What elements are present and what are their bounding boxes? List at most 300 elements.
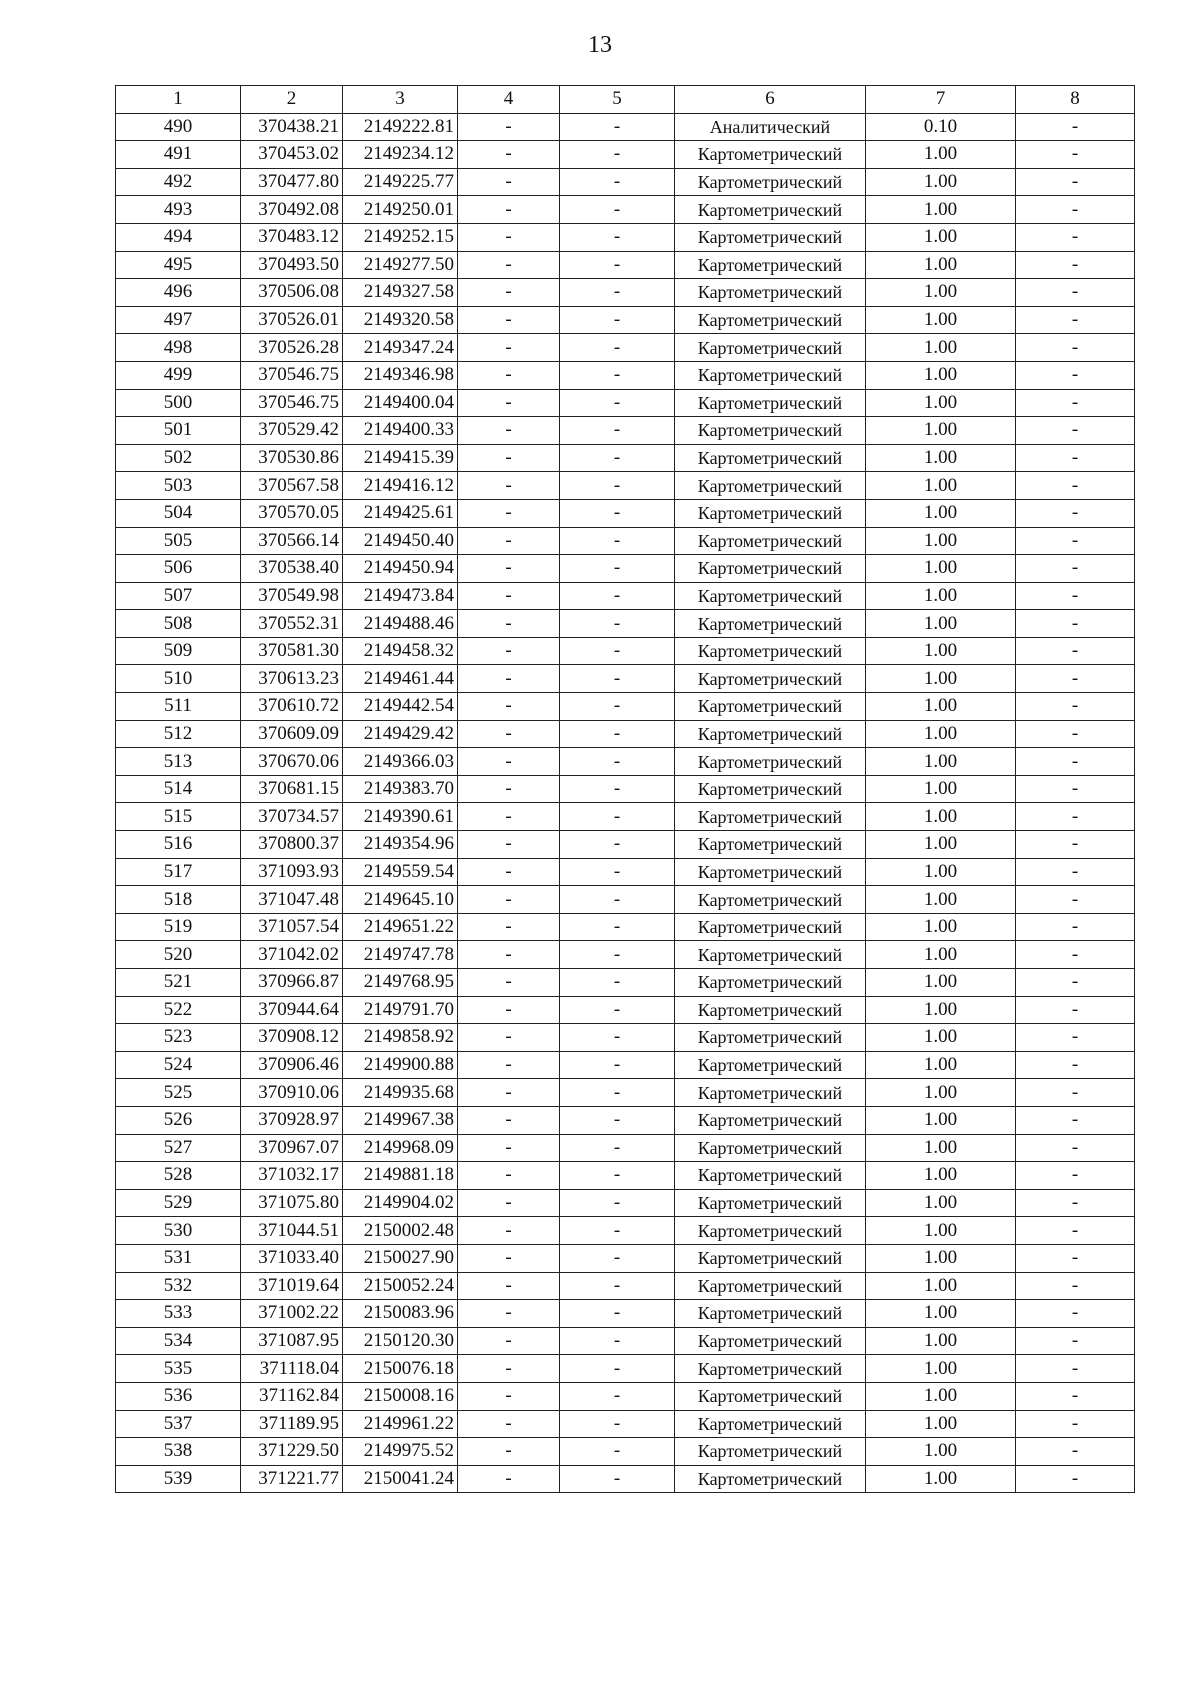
column-4-cell: - xyxy=(458,969,560,997)
x-coordinate-cell: 370529.42 xyxy=(241,417,343,445)
table-row xyxy=(116,389,1135,417)
x-coordinate-cell: 370538.40 xyxy=(241,555,343,583)
accuracy-cell: 1.00 xyxy=(866,1355,1016,1383)
y-coordinate-cell: 2149366.03 xyxy=(343,748,458,776)
accuracy-cell: 1.00 xyxy=(866,499,1016,527)
column-8-cell: - xyxy=(1016,306,1135,334)
method-cell: Картометрический xyxy=(675,693,866,721)
accuracy-cell: 1.00 xyxy=(866,1300,1016,1328)
x-coordinate-cell: 370581.30 xyxy=(241,637,343,665)
y-coordinate-cell: 2149234.12 xyxy=(343,141,458,169)
column-5-cell: - xyxy=(560,251,675,279)
column-5-cell: - xyxy=(560,334,675,362)
column-8-cell: - xyxy=(1016,913,1135,941)
column-5-cell: - xyxy=(560,168,675,196)
accuracy-cell: 1.00 xyxy=(866,168,1016,196)
point-number-cell: 517 xyxy=(116,858,241,886)
column-5-cell: - xyxy=(560,693,675,721)
column-4-cell: - xyxy=(458,582,560,610)
x-coordinate-cell: 371057.54 xyxy=(241,913,343,941)
method-cell: Картометрический xyxy=(675,831,866,859)
x-coordinate-cell: 371042.02 xyxy=(241,941,343,969)
y-coordinate-cell: 2149252.15 xyxy=(343,223,458,251)
point-number-cell: 513 xyxy=(116,748,241,776)
column-header-7: 7 xyxy=(866,86,1016,114)
y-coordinate-cell: 2149645.10 xyxy=(343,886,458,914)
column-5-cell: - xyxy=(560,831,675,859)
column-5-cell: - xyxy=(560,1272,675,1300)
x-coordinate-cell: 370906.46 xyxy=(241,1051,343,1079)
y-coordinate-cell: 2149473.84 xyxy=(343,582,458,610)
accuracy-cell: 1.00 xyxy=(866,969,1016,997)
method-cell: Картометрический xyxy=(675,279,866,307)
x-coordinate-cell: 370438.21 xyxy=(241,113,343,141)
method-cell: Картометрический xyxy=(675,417,866,445)
accuracy-cell: 1.00 xyxy=(866,1244,1016,1272)
point-number-cell: 537 xyxy=(116,1410,241,1438)
table-row xyxy=(116,113,1135,141)
point-number-cell: 496 xyxy=(116,279,241,307)
column-5-cell: - xyxy=(560,417,675,445)
y-coordinate-cell: 2149559.54 xyxy=(343,858,458,886)
point-number-cell: 530 xyxy=(116,1217,241,1245)
point-number-cell: 524 xyxy=(116,1051,241,1079)
method-cell: Картометрический xyxy=(675,1382,866,1410)
column-5-cell: - xyxy=(560,1024,675,1052)
method-cell: Картометрический xyxy=(675,1051,866,1079)
column-4-cell: - xyxy=(458,1272,560,1300)
column-4-cell: - xyxy=(458,417,560,445)
point-number-cell: 505 xyxy=(116,527,241,555)
accuracy-cell: 1.00 xyxy=(866,389,1016,417)
column-4-cell: - xyxy=(458,306,560,334)
method-cell: Картометрический xyxy=(675,555,866,583)
table-row xyxy=(116,499,1135,527)
method-cell: Картометрический xyxy=(675,1189,866,1217)
method-cell: Картометрический xyxy=(675,334,866,362)
accuracy-cell: 1.00 xyxy=(866,582,1016,610)
column-5-cell: - xyxy=(560,1217,675,1245)
column-8-cell: - xyxy=(1016,665,1135,693)
accuracy-cell: 1.00 xyxy=(866,941,1016,969)
column-4-cell: - xyxy=(458,499,560,527)
y-coordinate-cell: 2150027.90 xyxy=(343,1244,458,1272)
column-8-cell: - xyxy=(1016,1217,1135,1245)
method-cell: Картометрический xyxy=(675,1217,866,1245)
point-number-cell: 507 xyxy=(116,582,241,610)
method-cell: Картометрический xyxy=(675,251,866,279)
table-row xyxy=(116,1162,1135,1190)
column-5-cell: - xyxy=(560,472,675,500)
column-5-cell: - xyxy=(560,1106,675,1134)
column-4-cell: - xyxy=(458,1134,560,1162)
column-4-cell: - xyxy=(458,1106,560,1134)
column-8-cell: - xyxy=(1016,1410,1135,1438)
x-coordinate-cell: 371229.50 xyxy=(241,1438,343,1466)
x-coordinate-cell: 370800.37 xyxy=(241,831,343,859)
accuracy-cell: 1.00 xyxy=(866,665,1016,693)
x-coordinate-cell: 370910.06 xyxy=(241,1079,343,1107)
method-cell: Картометрический xyxy=(675,444,866,472)
accuracy-cell: 1.00 xyxy=(866,1410,1016,1438)
accuracy-cell: 1.00 xyxy=(866,334,1016,362)
column-8-cell: - xyxy=(1016,361,1135,389)
table-row xyxy=(116,361,1135,389)
column-4-cell: - xyxy=(458,748,560,776)
column-4-cell: - xyxy=(458,637,560,665)
method-cell: Картометрический xyxy=(675,1162,866,1190)
column-8-cell: - xyxy=(1016,748,1135,776)
column-4-cell: - xyxy=(458,1244,560,1272)
y-coordinate-cell: 2149975.52 xyxy=(343,1438,458,1466)
column-8-cell: - xyxy=(1016,334,1135,362)
point-number-cell: 528 xyxy=(116,1162,241,1190)
point-number-cell: 501 xyxy=(116,417,241,445)
x-coordinate-cell: 371019.64 xyxy=(241,1272,343,1300)
column-4-cell: - xyxy=(458,527,560,555)
y-coordinate-cell: 2149768.95 xyxy=(343,969,458,997)
x-coordinate-cell: 370526.01 xyxy=(241,306,343,334)
point-number-cell: 525 xyxy=(116,1079,241,1107)
y-coordinate-cell: 2149961.22 xyxy=(343,1410,458,1438)
table-row xyxy=(116,775,1135,803)
column-5-cell: - xyxy=(560,1244,675,1272)
column-5-cell: - xyxy=(560,499,675,527)
method-cell: Картометрический xyxy=(675,1465,866,1493)
accuracy-cell: 1.00 xyxy=(866,196,1016,224)
coordinates-table xyxy=(115,85,1135,1493)
column-8-cell: - xyxy=(1016,417,1135,445)
column-8-cell: - xyxy=(1016,1189,1135,1217)
accuracy-cell: 1.00 xyxy=(866,141,1016,169)
method-cell: Картометрический xyxy=(675,610,866,638)
column-8-cell: - xyxy=(1016,1024,1135,1052)
y-coordinate-cell: 2149415.39 xyxy=(343,444,458,472)
x-coordinate-cell: 371032.17 xyxy=(241,1162,343,1190)
point-number-cell: 538 xyxy=(116,1438,241,1466)
y-coordinate-cell: 2150083.96 xyxy=(343,1300,458,1328)
accuracy-cell: 1.00 xyxy=(866,748,1016,776)
method-cell: Картометрический xyxy=(675,1244,866,1272)
accuracy-cell: 1.00 xyxy=(866,1079,1016,1107)
table-row xyxy=(116,720,1135,748)
point-number-cell: 502 xyxy=(116,444,241,472)
x-coordinate-cell: 371075.80 xyxy=(241,1189,343,1217)
point-number-cell: 533 xyxy=(116,1300,241,1328)
column-5-cell: - xyxy=(560,1162,675,1190)
column-8-cell: - xyxy=(1016,1327,1135,1355)
method-cell: Картометрический xyxy=(675,858,866,886)
table-row xyxy=(116,1327,1135,1355)
y-coordinate-cell: 2149900.88 xyxy=(343,1051,458,1079)
point-number-cell: 535 xyxy=(116,1355,241,1383)
y-coordinate-cell: 2149400.33 xyxy=(343,417,458,445)
x-coordinate-cell: 370506.08 xyxy=(241,279,343,307)
table-row xyxy=(116,1300,1135,1328)
accuracy-cell: 1.00 xyxy=(866,1024,1016,1052)
method-cell: Картометрический xyxy=(675,306,866,334)
accuracy-cell: 1.00 xyxy=(866,693,1016,721)
y-coordinate-cell: 2149967.38 xyxy=(343,1106,458,1134)
x-coordinate-cell: 371047.48 xyxy=(241,886,343,914)
column-8-cell: - xyxy=(1016,610,1135,638)
point-number-cell: 519 xyxy=(116,913,241,941)
column-8-cell: - xyxy=(1016,1272,1135,1300)
point-number-cell: 522 xyxy=(116,996,241,1024)
column-8-cell: - xyxy=(1016,1134,1135,1162)
column-4-cell: - xyxy=(458,886,560,914)
table-row xyxy=(116,1106,1135,1134)
table-row xyxy=(116,1079,1135,1107)
point-number-cell: 534 xyxy=(116,1327,241,1355)
point-number-cell: 508 xyxy=(116,610,241,638)
table-row xyxy=(116,693,1135,721)
x-coordinate-cell: 370908.12 xyxy=(241,1024,343,1052)
column-8-cell: - xyxy=(1016,693,1135,721)
y-coordinate-cell: 2149461.44 xyxy=(343,665,458,693)
point-number-cell: 523 xyxy=(116,1024,241,1052)
column-4-cell: - xyxy=(458,1410,560,1438)
column-8-cell: - xyxy=(1016,389,1135,417)
x-coordinate-cell: 370552.31 xyxy=(241,610,343,638)
x-coordinate-cell: 370493.50 xyxy=(241,251,343,279)
x-coordinate-cell: 370670.06 xyxy=(241,748,343,776)
column-5-cell: - xyxy=(560,748,675,776)
column-5-cell: - xyxy=(560,389,675,417)
y-coordinate-cell: 2149450.94 xyxy=(343,555,458,583)
column-4-cell: - xyxy=(458,113,560,141)
y-coordinate-cell: 2149354.96 xyxy=(343,831,458,859)
column-5-cell: - xyxy=(560,886,675,914)
column-8-cell: - xyxy=(1016,1106,1135,1134)
column-8-cell: - xyxy=(1016,1051,1135,1079)
table-row xyxy=(116,168,1135,196)
x-coordinate-cell: 370567.58 xyxy=(241,472,343,500)
column-8-cell: - xyxy=(1016,499,1135,527)
method-cell: Картометрический xyxy=(675,665,866,693)
column-4-cell: - xyxy=(458,361,560,389)
point-number-cell: 516 xyxy=(116,831,241,859)
column-5-cell: - xyxy=(560,1355,675,1383)
method-cell: Картометрический xyxy=(675,1106,866,1134)
method-cell: Картометрический xyxy=(675,913,866,941)
method-cell: Картометрический xyxy=(675,720,866,748)
x-coordinate-cell: 370566.14 xyxy=(241,527,343,555)
column-4-cell: - xyxy=(458,720,560,748)
y-coordinate-cell: 2149400.04 xyxy=(343,389,458,417)
accuracy-cell: 1.00 xyxy=(866,555,1016,583)
table-row xyxy=(116,1438,1135,1466)
point-number-cell: 518 xyxy=(116,886,241,914)
column-5-cell: - xyxy=(560,361,675,389)
method-cell: Картометрический xyxy=(675,141,866,169)
table-row xyxy=(116,444,1135,472)
page-number: 13 xyxy=(588,32,612,58)
accuracy-cell: 1.00 xyxy=(866,775,1016,803)
column-4-cell: - xyxy=(458,858,560,886)
column-5-cell: - xyxy=(560,775,675,803)
accuracy-cell: 0.10 xyxy=(866,113,1016,141)
point-number-cell: 491 xyxy=(116,141,241,169)
method-cell: Картометрический xyxy=(675,996,866,1024)
table-row xyxy=(116,1134,1135,1162)
accuracy-cell: 1.00 xyxy=(866,472,1016,500)
y-coordinate-cell: 2149225.77 xyxy=(343,168,458,196)
accuracy-cell: 1.00 xyxy=(866,1438,1016,1466)
accuracy-cell: 1.00 xyxy=(866,1465,1016,1493)
table-row xyxy=(116,1465,1135,1493)
column-4-cell: - xyxy=(458,223,560,251)
column-8-cell: - xyxy=(1016,527,1135,555)
table-row xyxy=(116,334,1135,362)
y-coordinate-cell: 2149442.54 xyxy=(343,693,458,721)
accuracy-cell: 1.00 xyxy=(866,1382,1016,1410)
column-8-cell: - xyxy=(1016,444,1135,472)
y-coordinate-cell: 2149327.58 xyxy=(343,279,458,307)
x-coordinate-cell: 370967.07 xyxy=(241,1134,343,1162)
column-5-cell: - xyxy=(560,665,675,693)
y-coordinate-cell: 2149346.98 xyxy=(343,361,458,389)
column-4-cell: - xyxy=(458,1300,560,1328)
table-row xyxy=(116,886,1135,914)
method-cell: Картометрический xyxy=(675,527,866,555)
accuracy-cell: 1.00 xyxy=(866,1272,1016,1300)
point-number-cell: 515 xyxy=(116,803,241,831)
point-number-cell: 512 xyxy=(116,720,241,748)
y-coordinate-cell: 2150120.30 xyxy=(343,1327,458,1355)
point-number-cell: 498 xyxy=(116,334,241,362)
x-coordinate-cell: 370492.08 xyxy=(241,196,343,224)
y-coordinate-cell: 2149458.32 xyxy=(343,637,458,665)
x-coordinate-cell: 370613.23 xyxy=(241,665,343,693)
x-coordinate-cell: 371093.93 xyxy=(241,858,343,886)
table-row xyxy=(116,196,1135,224)
accuracy-cell: 1.00 xyxy=(866,637,1016,665)
point-number-cell: 493 xyxy=(116,196,241,224)
column-4-cell: - xyxy=(458,610,560,638)
column-8-cell: - xyxy=(1016,251,1135,279)
table-row xyxy=(116,1410,1135,1438)
method-cell: Картометрический xyxy=(675,1272,866,1300)
point-number-cell: 531 xyxy=(116,1244,241,1272)
y-coordinate-cell: 2149383.70 xyxy=(343,775,458,803)
column-5-cell: - xyxy=(560,913,675,941)
table-row xyxy=(116,472,1135,500)
column-5-cell: - xyxy=(560,1438,675,1466)
table-row xyxy=(116,1244,1135,1272)
x-coordinate-cell: 370734.57 xyxy=(241,803,343,831)
column-5-cell: - xyxy=(560,113,675,141)
method-cell: Картометрический xyxy=(675,1355,866,1383)
column-8-cell: - xyxy=(1016,555,1135,583)
column-4-cell: - xyxy=(458,251,560,279)
point-number-cell: 527 xyxy=(116,1134,241,1162)
accuracy-cell: 1.00 xyxy=(866,803,1016,831)
column-header-1: 1 xyxy=(116,86,241,114)
column-8-cell: - xyxy=(1016,996,1135,1024)
column-4-cell: - xyxy=(458,665,560,693)
column-5-cell: - xyxy=(560,555,675,583)
y-coordinate-cell: 2149222.81 xyxy=(343,113,458,141)
point-number-cell: 511 xyxy=(116,693,241,721)
y-coordinate-cell: 2149935.68 xyxy=(343,1079,458,1107)
column-8-cell: - xyxy=(1016,1438,1135,1466)
y-coordinate-cell: 2150052.24 xyxy=(343,1272,458,1300)
point-number-cell: 536 xyxy=(116,1382,241,1410)
column-4-cell: - xyxy=(458,775,560,803)
column-4-cell: - xyxy=(458,1438,560,1466)
x-coordinate-cell: 371044.51 xyxy=(241,1217,343,1245)
table-row xyxy=(116,665,1135,693)
x-coordinate-cell: 371033.40 xyxy=(241,1244,343,1272)
accuracy-cell: 1.00 xyxy=(866,279,1016,307)
table-row xyxy=(116,223,1135,251)
table-row xyxy=(116,251,1135,279)
x-coordinate-cell: 371087.95 xyxy=(241,1327,343,1355)
x-coordinate-cell: 370570.05 xyxy=(241,499,343,527)
column-5-cell: - xyxy=(560,306,675,334)
accuracy-cell: 1.00 xyxy=(866,1134,1016,1162)
y-coordinate-cell: 2149488.46 xyxy=(343,610,458,638)
y-coordinate-cell: 2150076.18 xyxy=(343,1355,458,1383)
column-8-cell: - xyxy=(1016,472,1135,500)
y-coordinate-cell: 2149416.12 xyxy=(343,472,458,500)
point-number-cell: 503 xyxy=(116,472,241,500)
accuracy-cell: 1.00 xyxy=(866,306,1016,334)
table-row xyxy=(116,306,1135,334)
table-row xyxy=(116,527,1135,555)
x-coordinate-cell: 371189.95 xyxy=(241,1410,343,1438)
column-5-cell: - xyxy=(560,223,675,251)
column-5-cell: - xyxy=(560,582,675,610)
column-4-cell: - xyxy=(458,1465,560,1493)
column-5-cell: - xyxy=(560,1189,675,1217)
column-5-cell: - xyxy=(560,1382,675,1410)
column-4-cell: - xyxy=(458,803,560,831)
x-coordinate-cell: 370546.75 xyxy=(241,389,343,417)
point-number-cell: 526 xyxy=(116,1106,241,1134)
column-5-cell: - xyxy=(560,1079,675,1107)
column-4-cell: - xyxy=(458,941,560,969)
column-8-cell: - xyxy=(1016,113,1135,141)
column-8-cell: - xyxy=(1016,1244,1135,1272)
column-4-cell: - xyxy=(458,1217,560,1245)
table-row xyxy=(116,582,1135,610)
column-4-cell: - xyxy=(458,1189,560,1217)
x-coordinate-cell: 370549.98 xyxy=(241,582,343,610)
table-row xyxy=(116,1024,1135,1052)
column-4-cell: - xyxy=(458,141,560,169)
method-cell: Картометрический xyxy=(675,775,866,803)
column-8-cell: - xyxy=(1016,969,1135,997)
accuracy-cell: 1.00 xyxy=(866,1189,1016,1217)
y-coordinate-cell: 2149425.61 xyxy=(343,499,458,527)
column-5-cell: - xyxy=(560,444,675,472)
method-cell: Аналитический xyxy=(675,113,866,141)
y-coordinate-cell: 2149881.18 xyxy=(343,1162,458,1190)
column-4-cell: - xyxy=(458,444,560,472)
y-coordinate-cell: 2150041.24 xyxy=(343,1465,458,1493)
y-coordinate-cell: 2149747.78 xyxy=(343,941,458,969)
column-5-cell: - xyxy=(560,803,675,831)
accuracy-cell: 1.00 xyxy=(866,444,1016,472)
method-cell: Картометрический xyxy=(675,389,866,417)
accuracy-cell: 1.00 xyxy=(866,251,1016,279)
method-cell: Картометрический xyxy=(675,637,866,665)
column-5-cell: - xyxy=(560,141,675,169)
x-coordinate-cell: 370610.72 xyxy=(241,693,343,721)
column-5-cell: - xyxy=(560,1051,675,1079)
